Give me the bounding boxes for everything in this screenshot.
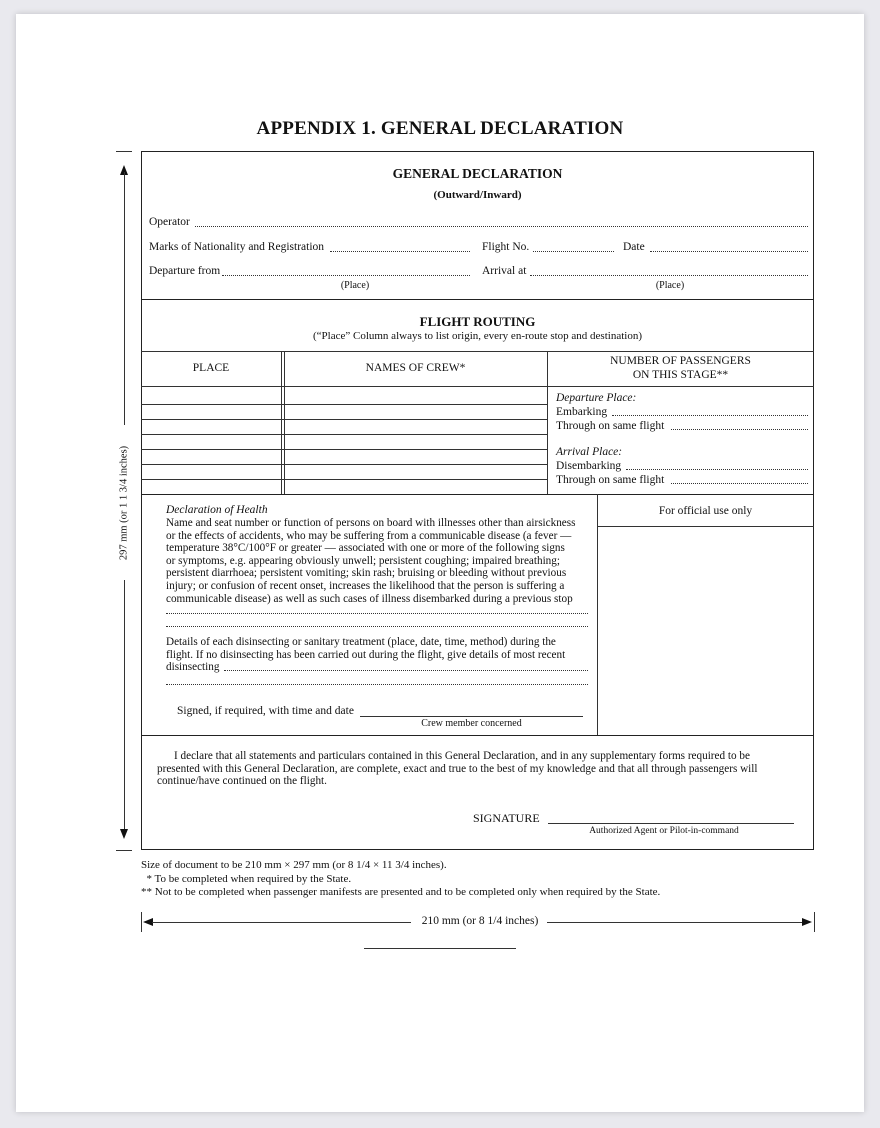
place-hint: (Place)	[340, 280, 370, 291]
health-line: persistent diarrhoea; persistent vomiting; skin rash; bruising or bleeding without previous	[166, 567, 567, 580]
departure-place-label: Departure Place:	[556, 392, 637, 404]
crew-member-caption: Crew member concerned	[421, 718, 522, 729]
section-divider	[141, 494, 814, 495]
column-divider	[597, 494, 598, 735]
column-header-passengers-stage: ON THIS STAGE**	[632, 369, 729, 381]
health-paragraph	[166, 517, 590, 605]
note-single-star: * To be completed when required by the State.	[141, 873, 352, 885]
arrival-place-label: Arrival Place:	[556, 446, 623, 458]
disembarking-label: Disembarking	[556, 460, 622, 472]
routing-title: FLIGHT ROUTING	[419, 314, 536, 329]
column-header-crew: NAMES OF CREW*	[365, 362, 466, 374]
arrival-label: Arrival at	[482, 265, 527, 277]
health-line: or the effects of accidents, who may be suffering from a communicable disease (a fever —	[166, 529, 572, 542]
agent-caption: Authorized Agent or Pilot-in-command	[589, 826, 739, 836]
section-divider	[141, 735, 814, 736]
arrow-right-icon	[802, 918, 812, 926]
table-row[interactable]	[141, 449, 547, 450]
page-title: APPENDIX 1. GENERAL DECLARATION	[256, 118, 624, 139]
flight-no-field[interactable]	[533, 251, 614, 252]
width-dimension-label: 210 mm (or 8 1/4 inches)	[421, 915, 539, 927]
crew-signature-field[interactable]	[360, 716, 583, 717]
table-divider	[141, 351, 814, 352]
table-row[interactable]	[141, 419, 547, 420]
dimension-line	[124, 172, 125, 425]
form-title: GENERAL DECLARATION	[392, 166, 563, 181]
form-frame	[141, 151, 814, 850]
date-label: Date	[623, 241, 645, 253]
through-label: Through on same flight	[556, 474, 665, 486]
table-row[interactable]	[141, 404, 547, 405]
treatment-line: Details of each disinsecting or sanitary treatment (place, date, time, method) during the	[166, 636, 556, 648]
section-divider	[141, 299, 814, 300]
health-line: communicable disease) as well as such cases of illness disembarked during a previous stop	[166, 592, 573, 605]
declaration-line: presented with this General Declaration, are complete, exact and true to the best of my knowledge and that all through passengers will	[157, 762, 758, 775]
routing-subtitle: (“Place” Column always to list origin, every en-route stop and destination)	[312, 330, 642, 342]
health-line: injury; or confusion of recent onset, increases the likelihood that the person is suffering a	[166, 579, 565, 592]
official-use-divider	[597, 526, 814, 527]
treatment-field[interactable]	[224, 670, 588, 671]
treatment-paragraph	[166, 636, 590, 674]
health-field[interactable]	[166, 613, 588, 614]
embarking-field[interactable]	[612, 415, 808, 416]
official-use-label: For official use only	[658, 505, 753, 517]
height-dimension-label: 297 mm (or 1 1 3/4 inches)	[118, 445, 130, 561]
treatment-field[interactable]	[166, 684, 588, 685]
dimension-tick-bottom	[116, 850, 132, 851]
health-line: or symptoms, e.g. appearing obviously unwell; persistent coughing; impaired breathing;	[166, 554, 560, 567]
health-line: Name and seat number or function of persons on board with illnesses other than airsickness	[166, 517, 576, 529]
note-size: Size of document to be 210 mm × 297 mm (or 8 1/4 × 11 3/4 inches).	[141, 859, 447, 871]
table-row[interactable]	[141, 434, 547, 435]
arrival-field[interactable]	[530, 275, 808, 276]
declaration-paragraph	[157, 750, 799, 788]
place-hint: (Place)	[655, 280, 685, 291]
treatment-line: disinsecting	[166, 661, 220, 674]
operator-label: Operator	[149, 216, 190, 228]
column-divider	[281, 351, 282, 494]
departure-field[interactable]	[222, 275, 470, 276]
column-header-place: PLACE	[192, 362, 230, 374]
health-line: temperature 38°C/100°F or greater — associated with one or more of the following signs	[166, 542, 565, 555]
treatment-line: flight. If no disinsecting has been carried out during the flight, give details of most recent	[166, 648, 566, 661]
disembarking-field[interactable]	[626, 469, 808, 470]
declaration-line: continue/have continued on the flight.	[157, 775, 327, 788]
operator-field[interactable]	[195, 226, 808, 227]
column-header-passengers: NUMBER OF PASSENGERS	[610, 355, 751, 367]
form-subtitle: (Outward/Inward)	[433, 189, 522, 201]
embarking-label: Embarking	[556, 406, 608, 418]
dimension-line	[124, 580, 125, 829]
health-heading: Declaration of Health	[166, 504, 268, 516]
table-row[interactable]	[141, 479, 547, 480]
signature-label: SIGNATURE	[473, 811, 540, 825]
table-divider	[141, 386, 814, 387]
dimension-tick-right	[814, 912, 815, 932]
signature-field[interactable]	[548, 823, 794, 824]
dimension-tick-left	[141, 912, 142, 932]
footer-rule	[364, 948, 516, 949]
marks-field[interactable]	[330, 251, 470, 252]
date-field[interactable]	[650, 251, 808, 252]
through-label: Through on same flight	[556, 420, 665, 432]
through-field[interactable]	[671, 429, 808, 430]
dimension-tick-top	[116, 151, 132, 152]
health-field[interactable]	[166, 626, 588, 627]
declaration-line: I declare that all statements and particulars contained in this General Declaration, and in any supplementary forms required to be	[174, 750, 750, 762]
note-double-star: ** Not to be completed when passenger manifests are presented and to be completed only when required by the State.	[141, 886, 661, 898]
dimension-line	[152, 922, 411, 923]
marks-label: Marks of Nationality and Registration	[149, 241, 325, 253]
arrow-down-icon	[120, 829, 128, 839]
signed-label: Signed, if required, with time and date	[177, 705, 354, 717]
through-field[interactable]	[671, 483, 808, 484]
departure-label: Departure from	[149, 265, 221, 277]
table-row[interactable]	[141, 464, 547, 465]
dimension-line	[547, 922, 802, 923]
flight-no-label: Flight No.	[482, 241, 530, 253]
